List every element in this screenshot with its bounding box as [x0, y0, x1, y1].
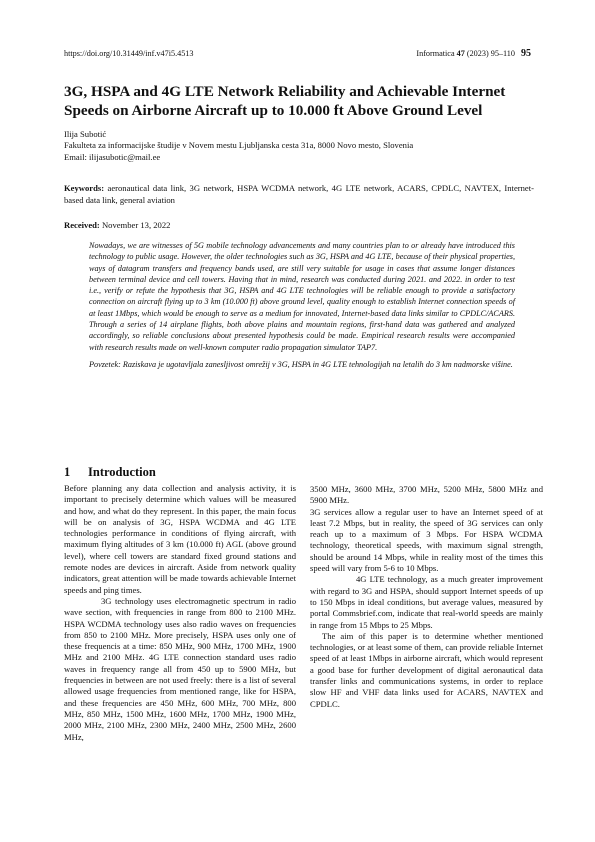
received-label: Received: — [64, 220, 100, 230]
body-paragraph: The aim of this paper is to determine whether mentioned technologies, or at least some of them, can provide reliable Internet speed of at least 1Mbps in airborne aircraft, which would represent a good base for further development of digital aeronautical data transfer links and communications systems, in order to replace slow HF and VHF data links used for ACARS, NAVTEX and CPDLC. — [310, 630, 543, 709]
page-number: 95 — [521, 48, 531, 59]
received-value: November 13, 2022 — [99, 220, 171, 230]
author-name: Ilija Subotić — [64, 129, 107, 139]
received-date — [64, 220, 170, 230]
section-heading — [64, 465, 156, 480]
body-paragraph: 3500 MHz, 3600 MHz, 3700 MHz, 5200 MHz, 5800 MHz and 5900 MHz. — [310, 484, 543, 506]
author-email[interactable]: Email: ilijasubotic@mail.ee — [64, 151, 161, 162]
body-paragraph: 4G LTE technology, as a much greater improvement with regard to 3G and HSPA, should support Internet speeds of up to 150 Mbps in ideal conditions, but average values, measured by portal Commsbrief.com, indicate that real-world speeds are mainly in range from 15 Mbps to 25 Mbps. — [310, 574, 543, 630]
left-column — [64, 483, 296, 743]
section-number: 1 — [64, 465, 71, 479]
author-block — [64, 129, 413, 163]
author-affiliation: Fakulteta za informacijske študije v Novem mestu Ljubljanska cesta 31a, 8000 Novo mesto, Slovenia — [64, 140, 414, 151]
journal-volume: 47 — [456, 49, 465, 58]
journal-issue: (2023) 95–110 — [464, 49, 515, 58]
keywords-text: aeronautical data link, 3G network, HSPA WCDMA network, 4G LTE network, ACARS, CPDLC, NAVTEX, Internet-based data link, general aviation — [64, 183, 534, 205]
abstract-text: Nowadays, we are witnesses of 5G mobile technology advancements and many countries plan to or already have introduced this technology to public usage. However, the older technologies such as 3G, HSPA and 4G LTE, because of their physical properties, ways of datagram transfers and frequency bands used, are still very suitable for usage in cases that assume longer distances between terminal device and cell towers. Having that in mind, research was conducted during 2021. and 2022. in order to test i.e., verify or refute the hypothesis that 3G, HSPA and 4G LTE technologies will be reliable enough to provide a satisfactory connection on aircraft flying up to 3 km (10.000 ft) above ground level, quality enough to establish Internet connection speeds of at least 1Mbps, which would be enough to serve as a medium for innovated, Internet-based data links similar to CPDLC/ACARS. Through a series of 14 airplane flights, both above plains and mountain regions, first-hand data was gathered and analyzed accordingly, so reliable conclusions about presented hypothesis could be made. Empirical research results were accompanied with research results made on well-known computer radio propagation simulator TAP7. — [89, 241, 515, 352]
body-paragraph: 3G services allow a regular user to have an Internet speed of at least 7.2 Mbps, but in reality, the speed of 3G services can only reach up to a maximum of 3 Mbps. For HSPA WCDMA technology, theoretical speeds, with maximum signal strength, should be around 14 Mbps, while in reality most of the times this speed will vary from 5-6 to 10 Mbps. — [310, 506, 543, 574]
abstract-povzetek: Povzetek: Raziskava je ugotavljala zanesljivost omrežij v 3G, HSPA in 4G LTE tehnologijah na letalih do 3 km nadmorske višine. — [89, 359, 513, 369]
abstract — [89, 240, 515, 370]
journal-name: Informatica — [416, 49, 457, 58]
doi-link[interactable]: https://doi.org/10.31449/inf.v47i5.4513 — [64, 49, 194, 58]
right-column — [310, 484, 543, 710]
paper-title: 3G, HSPA and 4G LTE Network Reliability and Achievable Internet Speeds on Airborne Aircraft up to 10.000 ft Above Ground Level — [64, 83, 506, 119]
body-paragraph: 3G technology uses electromagnetic spectrum in radio wave section, with frequencies in range from 800 to 2100 MHz. HSPA WCDMA technology uses also radio waves on frequencies from 850 to 2100 MHz. More precisely, HSPA uses only one of these frequencis at a time: 850 MHz, 900 MHz, 1700 MHz, 1900 MHz and 2100 MHz. 4G LTE connection standard uses radio waves in frequency range all from 450 up to 5900 MHz, but frequencies in between are not used freely: there is a list of several allowed usage frequencies from mentioned range, like for HSPA, and these frequencies are 450 MHz, 600 MHz, 700 MHz, 800 MHz, 850 MHz, 1500 MHz, 1600 MHz, 1700 MHz, 1900 MHz, 2000 MHz, 2100 MHz, 2300 MHz, 2400 MHz, 2500 MHz, 2600 MHz, — [64, 595, 296, 742]
section-title: Introduction — [88, 465, 156, 479]
journal-citation — [416, 49, 515, 58]
keywords-label: Keywords: — [64, 183, 105, 193]
body-paragraph: Before planning any data collection and analysis activity, it is important to precisely determine which values will be measured and how, and what do they represent. In this paper, the main focus will be on analysis of 3G, HSPA WCDMA and 4G LTE technologies performance in conditions of flying aircraft, with maximum flying altitudes of 3 km (10.000 ft) AGL (above ground level), where cell towers are standard fixed ground stations and remote nodes are devices in aircraft. Aside from network quality indicators, great attention will be made towards achievable Internet speeds and ping times. — [64, 483, 296, 595]
keywords — [64, 183, 534, 206]
